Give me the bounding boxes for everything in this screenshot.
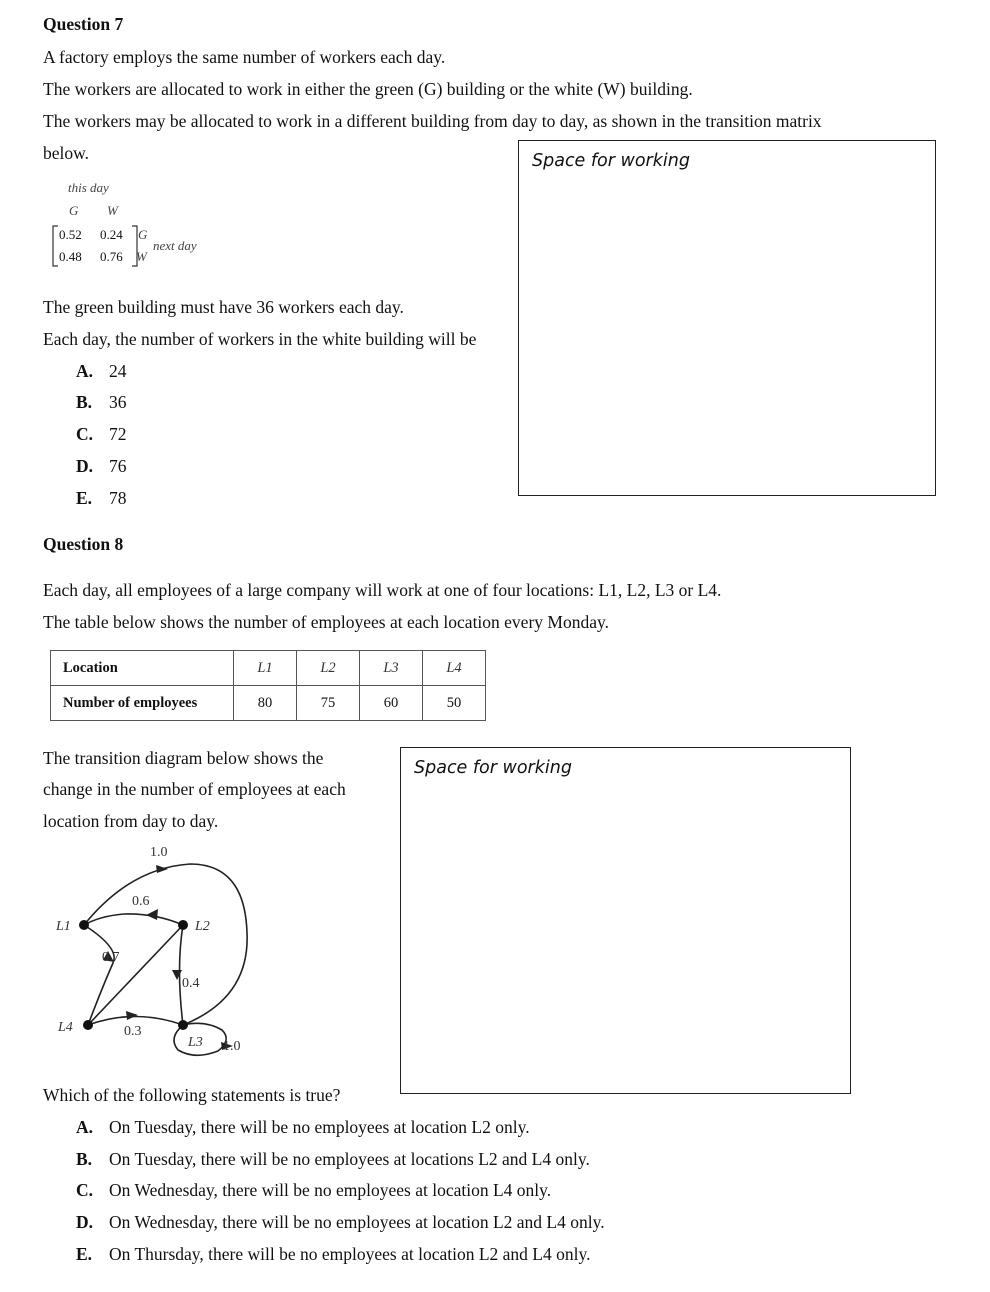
node-l2-dot [178,920,188,930]
edge-l2-l1 [84,914,183,925]
table-header-cell: L4 [423,651,486,686]
q8-option-letter: E. [76,1244,93,1264]
node-l4-dot [83,1020,93,1030]
q8-diagram-text-2: change in the number of employees at each [43,779,346,799]
arrow-l2-l1 [146,909,158,920]
q8-option-text: On Tuesday, there will be no employees at locations L2 and L4 only. [109,1149,590,1169]
q7-line-4: below. [43,143,90,163]
q7-after-line-1: The green building must have 36 workers each day. [43,297,404,317]
matrix-row-g: G [138,227,148,242]
table-header-cell: Location [51,651,234,686]
matrix-col-w: W [107,203,118,218]
q7-line-1: A factory employs the same number of workers each day. [43,47,446,67]
matrix-r1c1: 0.52 [59,227,82,242]
label-top-loop: 1.0 [150,845,168,860]
q7-after-line-2: Each day, the number of workers in the white building will be [43,329,477,349]
matrix-r1c2: 0.24 [100,227,123,242]
table-row [51,686,486,721]
label-l3-l1: 0.7 [102,950,120,965]
matrix-this-day-label: this day [68,180,109,195]
table-header-cell: L1 [234,651,297,686]
table-header-cell: L2 [297,651,360,686]
question-7-heading: Question 7 [43,14,124,34]
node-l3-dot [178,1020,188,1030]
matrix-r2c2: 0.76 [100,249,123,264]
q8-option-text: On Wednesday, there will be no employees at location L4 only. [109,1180,552,1200]
label-l2-l3: 0.4 [182,976,200,991]
q8-option-letter: B. [76,1149,93,1169]
q7-option-text: 36 [109,392,127,412]
edge-l3-l1 [84,925,114,1025]
question-8-heading: Question 8 [43,534,124,554]
q7-working-label: Space for working [532,151,690,171]
matrix-row-w: W [136,249,147,264]
q8-option-text: On Tuesday, there will be no employees at location L2 only. [109,1117,530,1137]
q8-option-letter: A. [76,1117,94,1137]
node-l4-label: L4 [58,1020,73,1035]
q7-line-2: The workers are allocated to work in either the green (G) building or the white (W) building. [43,79,693,99]
arrow-top [156,865,168,873]
node-l3-label: L3 [188,1035,203,1050]
q8-working-space[interactable] [400,747,851,1094]
table-cell: 75 [297,686,360,721]
matrix-r2c1: 0.48 [59,249,82,264]
q7-line-3: The workers may be allocated to work in a different building from day to day, as shown in the transition matrix [43,111,822,131]
q8-question: Which of the following statements is true? [43,1085,341,1105]
matrix-next-day-label: next day [153,238,197,253]
q8-diagram-text-3: location from day to day. [43,811,219,831]
q7-option-text: 24 [109,361,127,381]
q7-option-letter: D. [76,456,94,476]
table-cell: Number of employees [51,686,234,721]
node-l1-label: L1 [56,919,71,934]
q8-option-text: On Wednesday, there will be no employees at location L2 and L4 only. [109,1212,605,1232]
matrix-col-g: G [69,203,79,218]
q7-option-letter: E. [76,488,93,508]
node-l2-label: L2 [195,919,210,934]
edge-l2-l3 [180,925,184,1025]
table-cell: 80 [234,686,297,721]
q7-option-letter: A. [76,361,94,381]
employee-location-table [50,650,486,721]
q8-line-2: The table below shows the number of employees at each location every Monday. [43,612,609,632]
transition-diagram [40,838,280,1068]
edge-l4-l2 [88,925,183,1025]
q8-line-1: Each day, all employees of a large company will work at one of four locations: L1, L2, L3 or L4. [43,580,722,600]
q7-option-letter: C. [76,424,94,444]
label-l4-l3: 0.3 [124,1024,142,1039]
table-header-cell: L3 [360,651,423,686]
table-cell: 60 [360,686,423,721]
arrow-l4-l3 [126,1011,138,1020]
q7-option-text: 76 [109,456,127,476]
q7-working-space[interactable] [518,140,936,496]
q8-option-letter: D. [76,1212,94,1232]
q7-option-letter: B. [76,392,93,412]
q7-option-text: 72 [109,424,127,444]
table-cell: 50 [423,686,486,721]
q8-working-label: Space for working [414,758,572,778]
table-row [51,651,486,686]
q8-option-letter: C. [76,1180,94,1200]
q8-option-text: On Thursday, there will be no employees at location L2 and L4 only. [109,1244,591,1264]
arrow-l2-l3 [172,970,182,980]
q7-option-text: 78 [109,488,127,508]
label-l2-l1: 0.6 [132,894,150,909]
label-l3-self: 1.0 [223,1039,241,1054]
node-l1-dot [79,920,89,930]
q8-diagram-text-1: The transition diagram below shows the [43,748,324,768]
